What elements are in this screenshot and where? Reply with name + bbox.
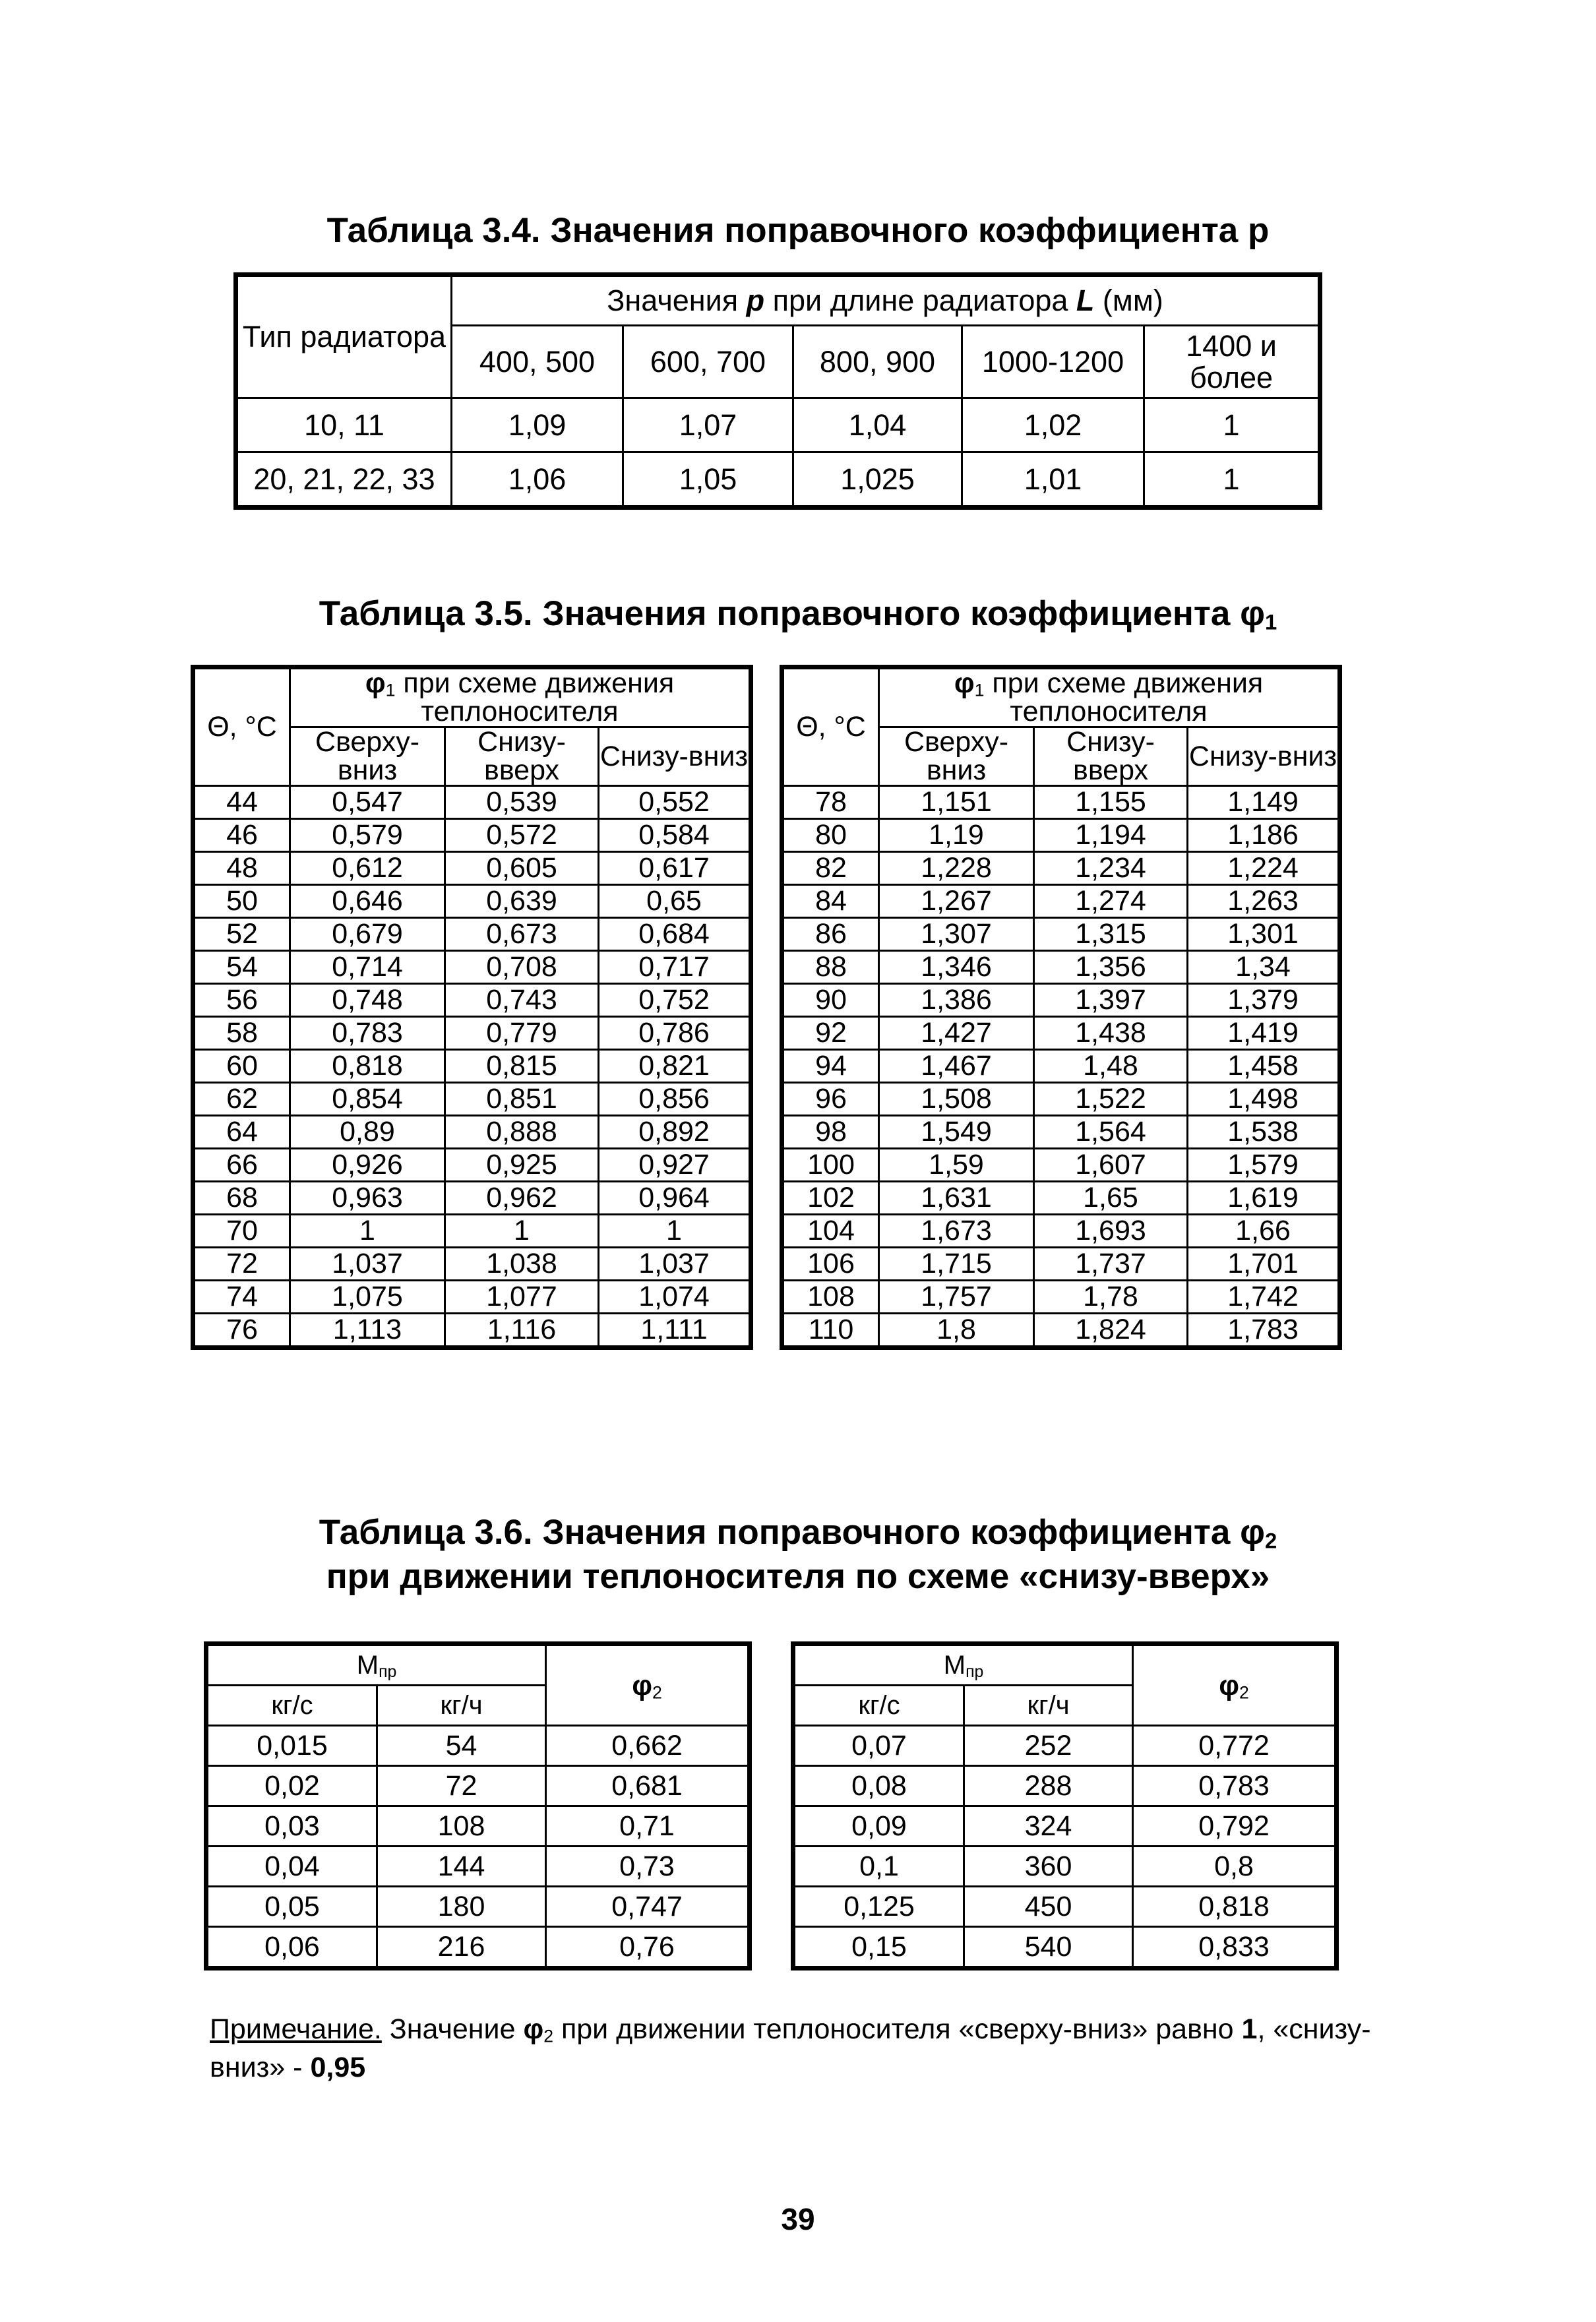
temperature-cell: 66 xyxy=(195,1149,290,1182)
mass-flow-kgh-cell: 144 xyxy=(377,1847,546,1887)
phi2-header: $\varphi_2$ xyxy=(1133,1645,1335,1726)
temperature-cell: 74 xyxy=(195,1281,290,1314)
phi1-value-cell: 0,617 xyxy=(599,852,750,885)
phi1-value-cell: 0,851 xyxy=(445,1083,599,1116)
phi1-value-cell: 1,077 xyxy=(445,1281,599,1314)
table-row xyxy=(195,1182,750,1215)
temperature-cell: 48 xyxy=(195,852,290,885)
phi1-value-cell: 1,498 xyxy=(1188,1083,1339,1116)
mass-flow-kgh-cell: 180 xyxy=(377,1887,546,1927)
phi1-value-cell: 0,854 xyxy=(290,1083,445,1116)
phi1-value-cell: 0,579 xyxy=(290,819,445,852)
phi1-value-cell: 0,65 xyxy=(599,885,750,918)
phi1-value-cell: 0,679 xyxy=(290,918,445,951)
temperature-cell: 88 xyxy=(783,951,879,984)
phi1-value-cell: 1,037 xyxy=(290,1248,445,1281)
phi1-value-cell: 1,522 xyxy=(1034,1083,1188,1116)
phi1-value-cell: 0,963 xyxy=(290,1182,445,1215)
table-3-4 xyxy=(236,275,1320,507)
phi1-value-cell: 1,467 xyxy=(879,1050,1034,1083)
temperature-cell: 62 xyxy=(195,1083,290,1116)
phi1-value-cell: 1 xyxy=(445,1215,599,1248)
table-row xyxy=(208,1806,749,1847)
phi1-value-cell: 0,815 xyxy=(445,1050,599,1083)
mass-flow-kgs-cell: 0,09 xyxy=(795,1806,964,1847)
phi1-value-cell: 1,267 xyxy=(879,885,1034,918)
temperature-cell: 84 xyxy=(783,885,879,918)
mass-flow-header: $M_{пр}$ xyxy=(208,1645,546,1686)
phi1-value-cell: 1,458 xyxy=(1188,1050,1339,1083)
phi1-value-cell: 0,964 xyxy=(599,1182,750,1215)
mass-flow-kgs-cell: 0,125 xyxy=(795,1887,964,1927)
phi1-value-cell: 1,379 xyxy=(1188,984,1339,1017)
table-row xyxy=(783,852,1339,885)
table-row xyxy=(783,1149,1339,1182)
temperature-cell: 108 xyxy=(783,1281,879,1314)
table-3-6-right xyxy=(793,1644,1336,1968)
phi1-value-cell: 0,927 xyxy=(599,1149,750,1182)
phi1-value-cell: 0,552 xyxy=(599,786,750,819)
scheme-subcolumn-header: Сверху-вниз xyxy=(879,727,1034,786)
phi1-value-cell: 1,65 xyxy=(1034,1182,1188,1215)
table-row xyxy=(783,1050,1339,1083)
phi1-value-cell: 1,742 xyxy=(1188,1281,1339,1314)
table-row xyxy=(195,1215,750,1248)
phi1-value-cell: 1,438 xyxy=(1034,1017,1188,1050)
phi1-value-cell: 0,752 xyxy=(599,984,750,1017)
phi1-scheme-header: $\varphi_1$ при схеме движения теплоносителя xyxy=(290,669,750,727)
table-row xyxy=(237,398,1319,452)
table-row xyxy=(208,1927,749,1967)
table-row xyxy=(783,1083,1339,1116)
mass-flow-kgs-cell: 0,02 xyxy=(208,1766,377,1806)
phi1-value-cell: 0,888 xyxy=(445,1116,599,1149)
phi1-value-cell: 1,228 xyxy=(879,852,1034,885)
mass-flow-kgh-cell: 360 xyxy=(964,1847,1133,1887)
p-value-cell: 1,04 xyxy=(793,398,962,452)
phi1-value-cell: 1,19 xyxy=(879,819,1034,852)
table-row xyxy=(195,852,750,885)
table-row xyxy=(783,1017,1339,1050)
phi1-value-cell: 0,684 xyxy=(599,918,750,951)
mass-flow-kgs-cell: 0,03 xyxy=(208,1806,377,1847)
table-3-6-left xyxy=(206,1644,749,1968)
temperature-cell: 78 xyxy=(783,786,879,819)
phi1-value-cell: 1,301 xyxy=(1188,918,1339,951)
phi1-value-cell: 0,717 xyxy=(599,951,750,984)
mass-flow-kgh-cell: 288 xyxy=(964,1766,1133,1806)
p-value-cell: 1,02 xyxy=(962,398,1144,452)
mass-flow-kgh-cell: 216 xyxy=(377,1927,546,1967)
mass-flow-kgh-cell: 540 xyxy=(964,1927,1133,1967)
phi1-value-cell: 0,639 xyxy=(445,885,599,918)
length-column-header: 600, 700 xyxy=(623,326,793,398)
table-3-5-caption: Таблица 3.5. Значения поправочного коэффициента $\varphi_1$ xyxy=(319,594,1277,634)
phi1-value-cell: 0,673 xyxy=(445,918,599,951)
temperature-cell: 94 xyxy=(783,1050,879,1083)
table-row xyxy=(195,1149,750,1182)
phi1-value-cell: 1,234 xyxy=(1034,852,1188,885)
phi1-value-cell: 1,673 xyxy=(879,1215,1034,1248)
phi2-value-cell: 0,76 xyxy=(546,1927,749,1967)
phi1-value-cell: 0,926 xyxy=(290,1149,445,1182)
p-value-cell: 1,09 xyxy=(452,398,623,452)
table-row xyxy=(783,1281,1339,1314)
p-value-cell: 1,01 xyxy=(962,452,1144,506)
table-row xyxy=(195,918,750,951)
note-label: Примечание. xyxy=(210,2013,382,2045)
table-row xyxy=(795,1887,1335,1927)
phi1-value-cell: 1,783 xyxy=(1188,1314,1339,1347)
phi1-value-cell: 1,564 xyxy=(1034,1116,1188,1149)
table-3-5-left xyxy=(193,667,751,1347)
temperature-cell: 46 xyxy=(195,819,290,852)
p-value-cell: 1,07 xyxy=(623,398,793,452)
phi1-value-cell: 1,113 xyxy=(290,1314,445,1347)
phi1-value-cell: 0,818 xyxy=(290,1050,445,1083)
mass-flow-kgh-cell: 252 xyxy=(964,1726,1133,1766)
phi2-value-cell: 0,662 xyxy=(546,1726,749,1766)
temperature-cell: 90 xyxy=(783,984,879,1017)
temperature-cell: 96 xyxy=(783,1083,879,1116)
temperature-cell: 110 xyxy=(783,1314,879,1347)
table-row xyxy=(795,1806,1335,1847)
phi1-value-cell: 0,646 xyxy=(290,885,445,918)
phi1-value-cell: 1,607 xyxy=(1034,1149,1188,1182)
phi1-value-cell: 0,779 xyxy=(445,1017,599,1050)
table-row xyxy=(237,452,1319,506)
phi1-value-cell: 0,547 xyxy=(290,786,445,819)
phi1-value-cell: 1,693 xyxy=(1034,1215,1188,1248)
table-row xyxy=(195,786,750,819)
scheme-subcolumn-header: Снизу-вниз xyxy=(1188,727,1339,786)
phi1-value-cell: 1,549 xyxy=(879,1116,1034,1149)
note: Примечание. Значение $\varphi_2$ при движении теплоносителя «сверху-вниз» равно 1, «снизу-вниз» - 0,95 xyxy=(210,2013,1371,2083)
mass-flow-kgs-cell: 0,06 xyxy=(208,1927,377,1967)
table-row xyxy=(208,1887,749,1927)
table-row xyxy=(208,1847,749,1887)
mass-flow-kgs-cell: 0,05 xyxy=(208,1887,377,1927)
temperature-cell: 106 xyxy=(783,1248,879,1281)
table-row xyxy=(783,984,1339,1017)
table-3-5-right xyxy=(782,667,1339,1347)
theta-header: Θ, °C xyxy=(195,669,290,786)
phi1-value-cell: 1,111 xyxy=(599,1314,750,1347)
phi2-value-cell: 0,833 xyxy=(1133,1927,1335,1967)
mass-flow-kgs-cell: 0,04 xyxy=(208,1847,377,1887)
table-row xyxy=(195,1017,750,1050)
phi1-value-cell: 1,149 xyxy=(1188,786,1339,819)
phi1-value-cell: 1,427 xyxy=(879,1017,1034,1050)
table-row xyxy=(783,786,1339,819)
phi1-value-cell: 0,925 xyxy=(445,1149,599,1182)
table-3-4-caption: Таблица 3.4. Значения поправочного коэффициента р xyxy=(326,211,1270,250)
p-value-cell: 1,025 xyxy=(793,452,962,506)
temperature-cell: 82 xyxy=(783,852,879,885)
table-row xyxy=(195,1314,750,1347)
phi1-value-cell: 1 xyxy=(290,1215,445,1248)
phi1-value-cell: 1,151 xyxy=(879,786,1034,819)
table-row xyxy=(208,1766,749,1806)
table-row xyxy=(195,1248,750,1281)
table-row xyxy=(195,951,750,984)
phi1-value-cell: 1,737 xyxy=(1034,1248,1188,1281)
table-row xyxy=(195,984,750,1017)
phi1-value-cell: 1,8 xyxy=(879,1314,1034,1347)
phi1-value-cell: 0,821 xyxy=(599,1050,750,1083)
temperature-cell: 104 xyxy=(783,1215,879,1248)
p-value-cell: 1 xyxy=(1144,398,1319,452)
phi1-value-cell: 1,715 xyxy=(879,1248,1034,1281)
phi1-value-cell: 0,572 xyxy=(445,819,599,852)
mass-flow-kgh-cell: 54 xyxy=(377,1726,546,1766)
table-row xyxy=(195,819,750,852)
table-row xyxy=(783,1215,1339,1248)
mass-flow-kgs-cell: 0,1 xyxy=(795,1847,964,1887)
phi1-value-cell: 0,748 xyxy=(290,984,445,1017)
table-row xyxy=(795,1726,1335,1766)
mass-flow-kgh-cell: 108 xyxy=(377,1806,546,1847)
table-row xyxy=(783,1314,1339,1347)
phi1-value-cell: 1,186 xyxy=(1188,819,1339,852)
table-row xyxy=(783,885,1339,918)
table-3-6-caption-line2: при движении теплоносителя по схеме «снизу-вверх» xyxy=(326,1557,1270,1596)
radiator-type-cell: 20, 21, 22, 33 xyxy=(237,452,452,506)
temperature-cell: 86 xyxy=(783,918,879,951)
phi1-value-cell: 0,612 xyxy=(290,852,445,885)
phi1-value-cell: 1,66 xyxy=(1188,1215,1339,1248)
phi1-value-cell: 0,584 xyxy=(599,819,750,852)
temperature-cell: 54 xyxy=(195,951,290,984)
phi2-value-cell: 0,792 xyxy=(1133,1806,1335,1847)
phi2-header: $\varphi_2$ xyxy=(546,1645,749,1726)
p-values-header: Значения р при длине радиатора L (мм) xyxy=(452,276,1319,326)
phi1-value-cell: 1,075 xyxy=(290,1281,445,1314)
phi2-value-cell: 0,71 xyxy=(546,1806,749,1847)
scheme-subcolumn-header: Снизу-вверх xyxy=(445,727,599,786)
temperature-cell: 52 xyxy=(195,918,290,951)
unit-kgh-header: кг/ч xyxy=(964,1686,1133,1726)
phi2-value-cell: 0,783 xyxy=(1133,1766,1335,1806)
phi1-value-cell: 0,783 xyxy=(290,1017,445,1050)
table-row xyxy=(208,1726,749,1766)
phi1-value-cell: 1,037 xyxy=(599,1248,750,1281)
length-column-header: 1400 и более xyxy=(1144,326,1319,398)
phi1-value-cell: 0,539 xyxy=(445,786,599,819)
length-column-header: 800, 900 xyxy=(793,326,962,398)
phi1-value-cell: 0,708 xyxy=(445,951,599,984)
phi1-scheme-header: $\varphi_1$ при схеме движения теплоносителя xyxy=(879,669,1339,727)
phi1-value-cell: 1,757 xyxy=(879,1281,1034,1314)
mass-flow-kgs-cell: 0,15 xyxy=(795,1927,964,1967)
temperature-cell: 80 xyxy=(783,819,879,852)
radiator-type-cell: 10, 11 xyxy=(237,398,452,452)
mass-flow-kgs-cell: 0,08 xyxy=(795,1766,964,1806)
phi1-value-cell: 1,386 xyxy=(879,984,1034,1017)
temperature-cell: 70 xyxy=(195,1215,290,1248)
unit-kgh-header: кг/ч xyxy=(377,1686,546,1726)
table-3-6-caption-line1: Таблица 3.6. Значения поправочного коэффициента $\varphi_2$ xyxy=(319,1513,1277,1553)
phi1-value-cell: 0,962 xyxy=(445,1182,599,1215)
temperature-cell: 64 xyxy=(195,1116,290,1149)
p-value-cell: 1 xyxy=(1144,452,1319,506)
phi1-value-cell: 0,786 xyxy=(599,1017,750,1050)
temperature-cell: 50 xyxy=(195,885,290,918)
unit-kgs-header: кг/с xyxy=(208,1686,377,1726)
table-row xyxy=(195,1281,750,1314)
table-row xyxy=(195,1116,750,1149)
temperature-cell: 92 xyxy=(783,1017,879,1050)
mass-flow-header: $M_{пр}$ xyxy=(795,1645,1133,1686)
phi1-value-cell: 1,315 xyxy=(1034,918,1188,951)
phi1-value-cell: 1,356 xyxy=(1034,951,1188,984)
phi1-value-cell: 1,224 xyxy=(1188,852,1339,885)
phi1-value-cell: 1,619 xyxy=(1188,1182,1339,1215)
phi1-value-cell: 1,419 xyxy=(1188,1017,1339,1050)
mass-flow-kgs-cell: 0,07 xyxy=(795,1726,964,1766)
table-row xyxy=(795,1766,1335,1806)
phi1-value-cell: 1,038 xyxy=(445,1248,599,1281)
phi1-value-cell: 1,631 xyxy=(879,1182,1034,1215)
table-row xyxy=(783,951,1339,984)
phi1-value-cell: 0,89 xyxy=(290,1116,445,1149)
table-row xyxy=(783,1182,1339,1215)
phi2-value-cell: 0,73 xyxy=(546,1847,749,1887)
phi1-value-cell: 0,605 xyxy=(445,852,599,885)
temperature-cell: 100 xyxy=(783,1149,879,1182)
phi1-value-cell: 1,538 xyxy=(1188,1116,1339,1149)
table-row xyxy=(195,1050,750,1083)
phi1-value-cell: 1,824 xyxy=(1034,1314,1188,1347)
phi1-value-cell: 0,856 xyxy=(599,1083,750,1116)
phi1-value-cell: 1,194 xyxy=(1034,819,1188,852)
phi1-value-cell: 1,116 xyxy=(445,1314,599,1347)
temperature-cell: 76 xyxy=(195,1314,290,1347)
temperature-cell: 98 xyxy=(783,1116,879,1149)
phi2-value-cell: 0,681 xyxy=(546,1766,749,1806)
temperature-cell: 44 xyxy=(195,786,290,819)
temperature-cell: 58 xyxy=(195,1017,290,1050)
phi1-value-cell: 1,508 xyxy=(879,1083,1034,1116)
phi2-value-cell: 0,8 xyxy=(1133,1847,1335,1887)
phi2-value-cell: 0,772 xyxy=(1133,1726,1335,1766)
phi1-value-cell: 1,307 xyxy=(879,918,1034,951)
table-row xyxy=(783,819,1339,852)
phi1-value-cell: 1,074 xyxy=(599,1281,750,1314)
phi1-value-cell: 1,579 xyxy=(1188,1149,1339,1182)
length-column-header: 400, 500 xyxy=(452,326,623,398)
phi1-value-cell: 1,701 xyxy=(1188,1248,1339,1281)
phi1-value-cell: 1,34 xyxy=(1188,951,1339,984)
phi1-value-cell: 1,48 xyxy=(1034,1050,1188,1083)
phi1-value-cell: 1 xyxy=(599,1215,750,1248)
table-row xyxy=(795,1847,1335,1887)
phi2-value-cell: 0,747 xyxy=(546,1887,749,1927)
p-value-cell: 1,06 xyxy=(452,452,623,506)
table-row xyxy=(795,1927,1335,1967)
table-row xyxy=(195,1083,750,1116)
phi1-value-cell: 1,397 xyxy=(1034,984,1188,1017)
temperature-cell: 68 xyxy=(195,1182,290,1215)
temperature-cell: 56 xyxy=(195,984,290,1017)
p-value-cell: 1,05 xyxy=(623,452,793,506)
phi1-value-cell: 1,78 xyxy=(1034,1281,1188,1314)
mass-flow-kgh-cell: 450 xyxy=(964,1887,1133,1927)
phi1-value-cell: 1,59 xyxy=(879,1149,1034,1182)
page-number: 39 xyxy=(781,2202,815,2236)
scheme-subcolumn-header: Сверху-вниз xyxy=(290,727,445,786)
scheme-subcolumn-header: Снизу-вверх xyxy=(1034,727,1188,786)
temperature-cell: 60 xyxy=(195,1050,290,1083)
temperature-cell: 72 xyxy=(195,1248,290,1281)
phi1-value-cell: 1,155 xyxy=(1034,786,1188,819)
table-row xyxy=(783,1116,1339,1149)
unit-kgs-header: кг/с xyxy=(795,1686,964,1726)
table-row xyxy=(195,885,750,918)
table-row xyxy=(783,918,1339,951)
phi1-value-cell: 1,274 xyxy=(1034,885,1188,918)
radiator-type-header: Тип радиатора xyxy=(237,276,452,398)
phi1-value-cell: 0,743 xyxy=(445,984,599,1017)
phi2-value-cell: 0,818 xyxy=(1133,1887,1335,1927)
length-column-header: 1000-1200 xyxy=(962,326,1144,398)
temperature-cell: 102 xyxy=(783,1182,879,1215)
phi1-value-cell: 0,892 xyxy=(599,1116,750,1149)
table-row xyxy=(783,1248,1339,1281)
phi1-value-cell: 1,263 xyxy=(1188,885,1339,918)
phi1-value-cell: 1,346 xyxy=(879,951,1034,984)
mass-flow-kgh-cell: 324 xyxy=(964,1806,1133,1847)
scheme-subcolumn-header: Снизу-вниз xyxy=(599,727,750,786)
mass-flow-kgh-cell: 72 xyxy=(377,1766,546,1806)
theta-header: Θ, °C xyxy=(783,669,879,786)
mass-flow-kgs-cell: 0,015 xyxy=(208,1726,377,1766)
phi1-value-cell: 0,714 xyxy=(290,951,445,984)
